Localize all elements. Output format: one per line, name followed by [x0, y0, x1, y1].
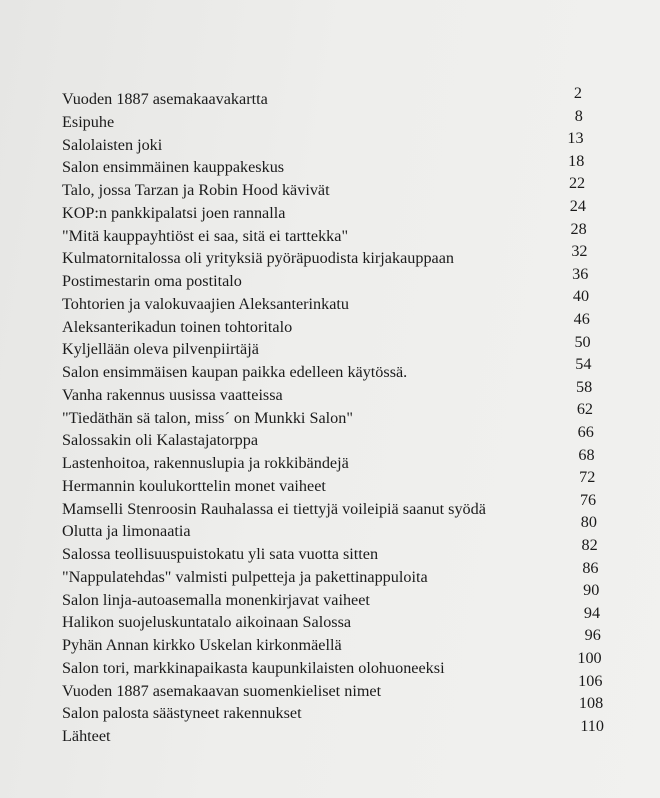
toc-entry-title: Vanha rakennus uusissa vaatteissa [62, 385, 283, 404]
toc-entry-title: Tohtorien ja valokuvaajien Aleksanterinkatu [62, 294, 350, 313]
toc-entry-title: "Mitä kauppayhtiöst ei saa, sitä ei tarttekka" [62, 226, 349, 245]
toc-entry-title: Salon tori, markkinapaikasta kaupunkilaisten olohuoneeksi [62, 658, 445, 677]
toc-entry-page-number: 90 [583, 581, 600, 600]
toc-entry-title: Salossa teollisuuspuistokatu yli sata vuotta sitten [62, 545, 379, 563]
toc-entry-title: Hermannin koulukorttelin monet vaiheet [62, 476, 326, 495]
toc-entry-title: Salon ensimmäinen kauppakeskus [62, 158, 285, 177]
toc-entry-title: Salolaisten joki [62, 135, 163, 154]
toc-entry-title: Vuoden 1887 asemakaavan suomenkieliset nimet [62, 681, 382, 700]
toc-entry-page-number: 8 [574, 106, 583, 125]
toc-entry-page-number: 50 [574, 332, 591, 351]
toc-entry-page-number: 94 [583, 603, 601, 622]
toc-entry-title: Salon linja-autoasemalla monenkirjavat vaiheet [62, 590, 370, 609]
toc-entry-page-number: 2 [573, 84, 582, 102]
toc-entry-page-number: 100 [577, 649, 602, 667]
toc-entry-page-number: 76 [579, 490, 597, 509]
toc-entry-page-number: 58 [576, 377, 593, 396]
toc-entry-title: Pyhän Annan kirkko Uskelan kirkonmäellä [62, 636, 342, 654]
toc-entry-page-number: 82 [581, 536, 598, 554]
toc-entry-title: "Tiedäthän sä talon, miss´ on Munkki Salon" [62, 408, 353, 427]
toc-entry-page-number: 86 [582, 558, 599, 577]
toc-entry-title: Lastenhoitoa, rakennuslupia ja rokkibändejä [62, 454, 349, 472]
toc-entry-page-number: 22 [568, 174, 586, 193]
toc-entry-page-number: 24 [569, 197, 586, 215]
toc-entry-page-number: 36 [572, 264, 589, 283]
toc-entry-title: Salon palosta säästyneet rakennukset [62, 704, 302, 723]
toc-entry-page-number: 106 [578, 671, 603, 690]
toc-entry-title: Aleksanterikadun toinen tohtoritalo [62, 317, 293, 336]
toc-entry-page-number: 80 [580, 513, 597, 532]
toc-entry-page-number: 40 [572, 287, 590, 306]
toc-entry-title: Kyljellään oleva pilvenpiirtäjä [62, 340, 259, 359]
toc-entry-title: Postimestarin oma postitalo [62, 272, 242, 290]
toc-entry-page-number: 62 [576, 400, 593, 419]
toc-entry [0, 716, 660, 749]
toc-entry-page-number: 96 [584, 626, 601, 645]
toc-entry-page-number: 18 [568, 151, 585, 170]
toc-entry-title: "Nappulatehdas" valmisti pulpetteja ja pakettinappuloita [62, 567, 428, 586]
toc-entry-title: Esipuhe [62, 112, 115, 131]
toc-entry-title: Olutta ja limonaatia [62, 522, 191, 541]
toc-entry-title: Vuoden 1887 asemakaavakartta [62, 90, 268, 108]
toc-entry-title: Talo, jossa Tarzan ja Robin Hood kävivät [62, 181, 330, 199]
toc-entry-page-number: 32 [571, 242, 588, 261]
toc-entry-page-number: 72 [579, 468, 596, 487]
toc-entry-title: KOP:n pankkipalatsi joen rannalla [62, 203, 286, 222]
toc-entry-page-number: 28 [570, 219, 587, 238]
toc-entry-page-number: 110 [580, 716, 604, 735]
toc-entry-page-number: 68 [578, 445, 595, 464]
toc-entry-title: Halikon suojeluskuntatalo aikoinaan Salossa [62, 613, 352, 632]
toc-entry-title: Kulmatornitalossa oli yrityksiä pyöräpuodista kirjakauppaan [62, 249, 455, 268]
toc-entry-page-number: 46 [573, 310, 590, 328]
toc-entry-page-number: 66 [577, 423, 594, 441]
toc-entry-page-number: 108 [578, 694, 604, 713]
toc-entry-title: Salossakin oli Kalastajatorppa [62, 431, 259, 450]
toc-entry-title: Mamselli Stenroosin Rauhalassa ei tiettyjä voileipiä saanut syödä [62, 499, 486, 518]
toc-entry-title: Salon ensimmäisen kaupan paikka edelleen käytössä. [62, 363, 408, 381]
toc-entry-page-number: 54 [575, 355, 592, 374]
toc-entry-title: Lähteet [62, 727, 111, 745]
toc-entry-page-number: 13 [567, 129, 584, 148]
